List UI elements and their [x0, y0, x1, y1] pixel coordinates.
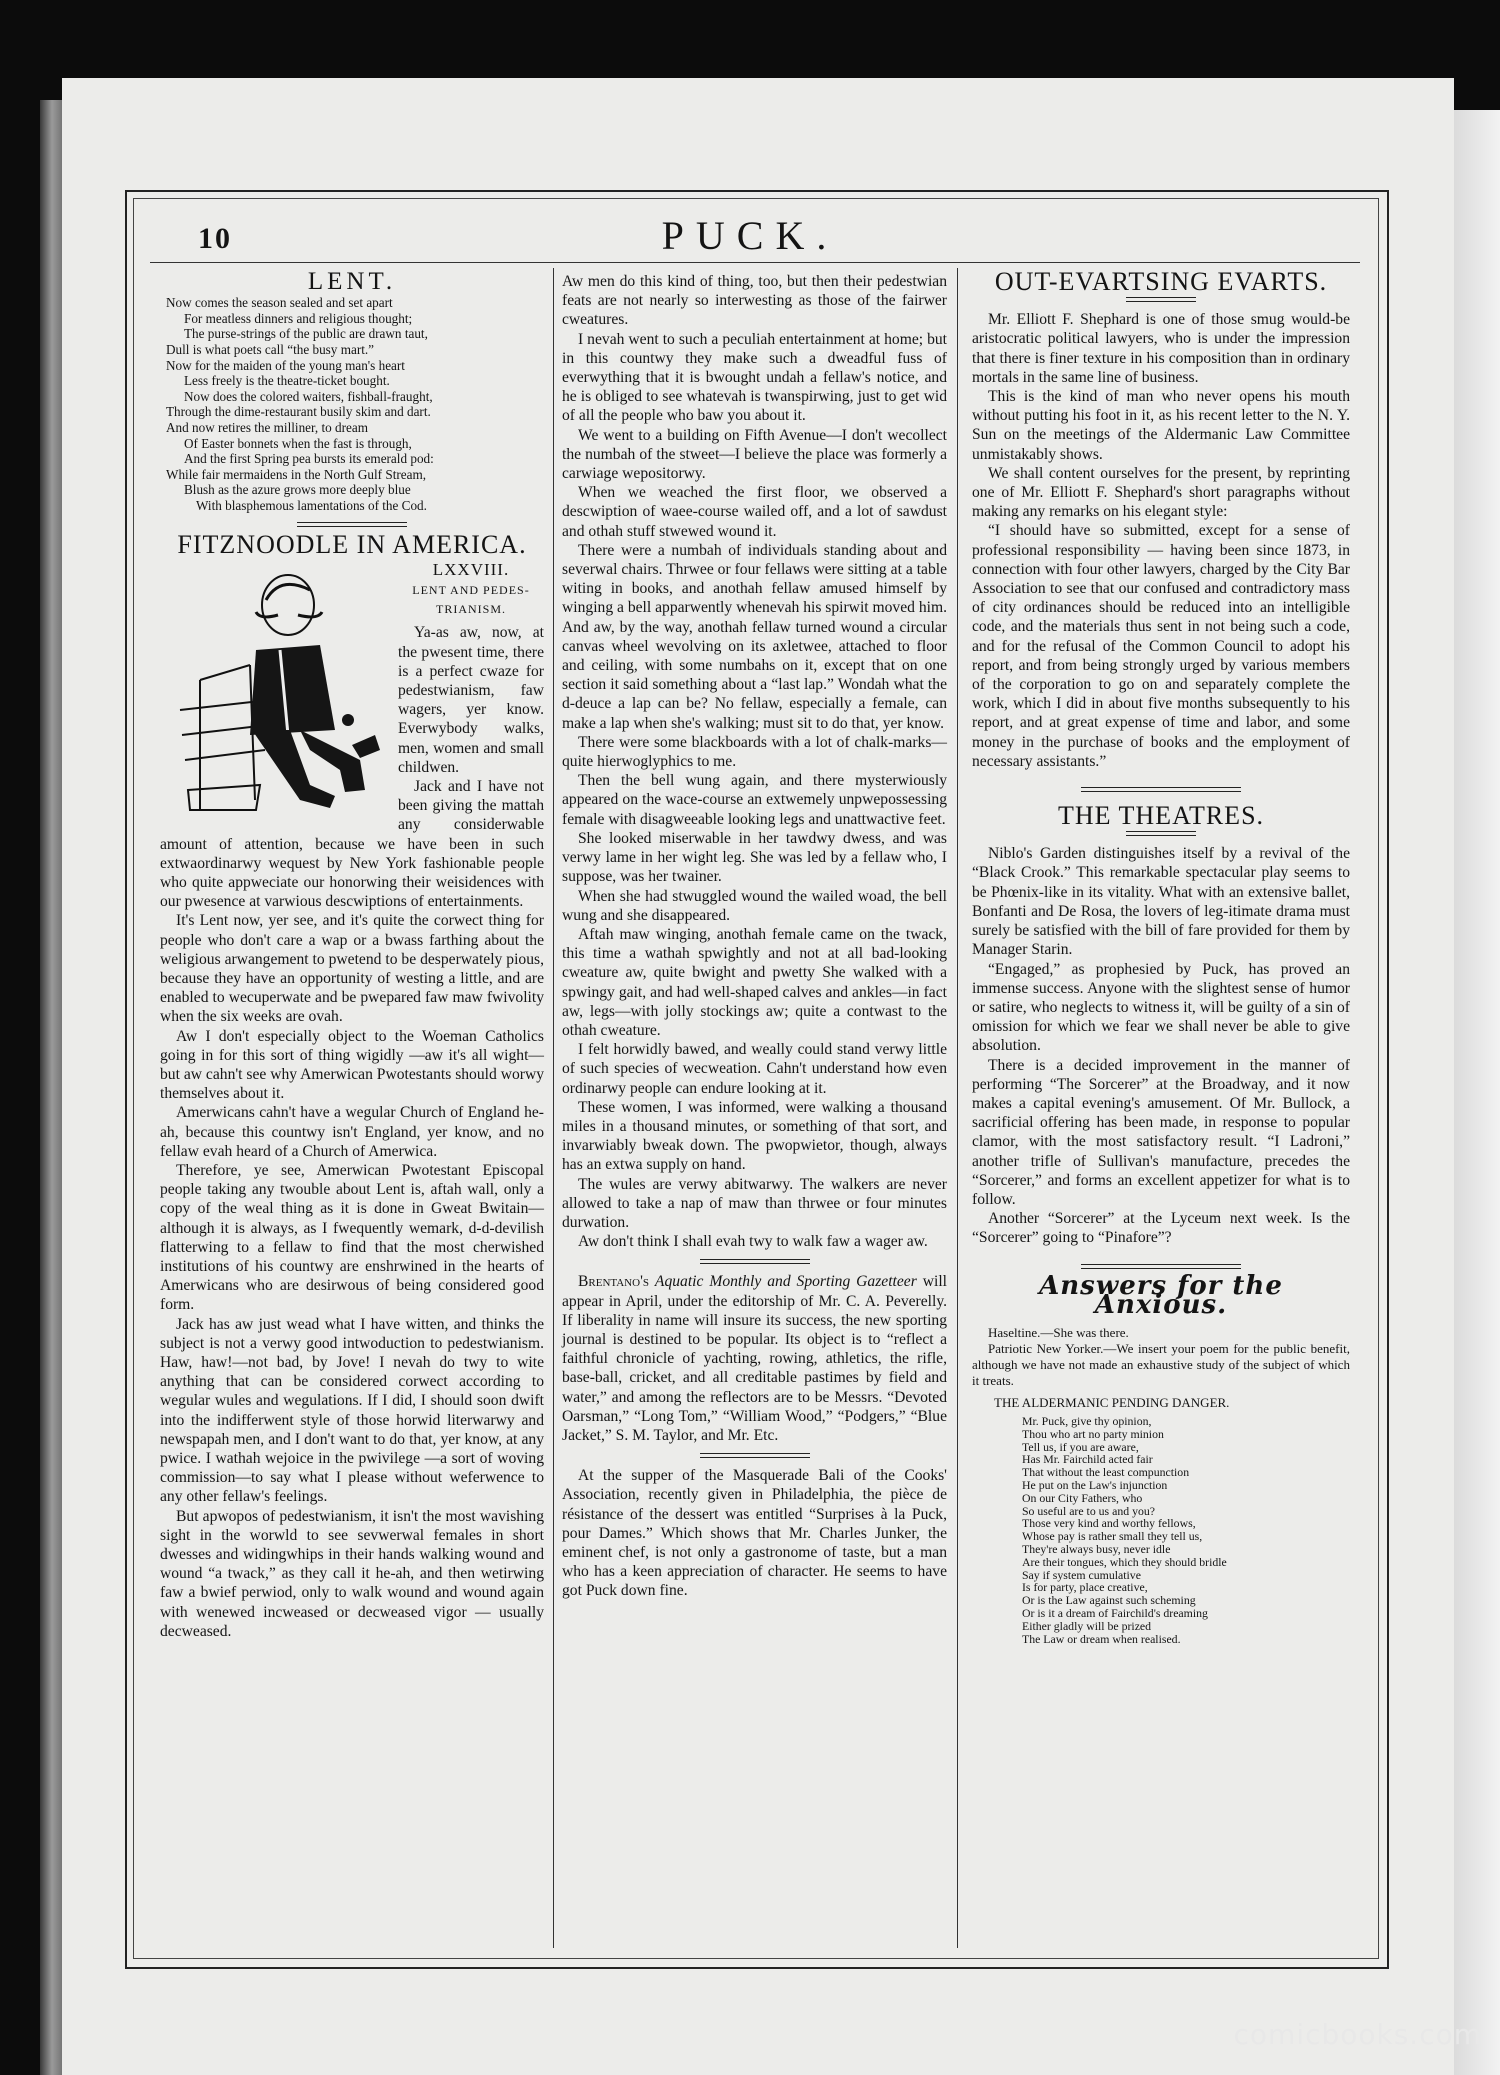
paragraph: She looked miserwable in her tawdwy dwess, and was verwy lame in her wight leg. She was led by a fellaw who, I suppose, was her twainer. — [562, 829, 947, 886]
section-separator — [297, 522, 407, 527]
section-separator — [700, 1453, 810, 1458]
paragraph: This is the kind of man who never opens his mouth without putting his foot in it, as his recent letter to the N. Y. Sun on the meetings of the Aldermanic Law Committee unmistakably shows. — [972, 388, 1350, 463]
lent-poem — [166, 295, 544, 513]
verse-line: Or is the Law against such scheming — [1022, 1593, 1196, 1608]
poem-line: And now retires the milliner, to dream — [166, 419, 368, 435]
verse-title: THE ALDERMANIC PENDING DANGER. — [994, 1394, 1230, 1410]
column-3 — [972, 267, 1350, 1646]
paragraph: Jack and I have not been giving the mattah any considerwable amount of attention, because we have been in such extwaordinarwy wequest by New York fashionable people who quite appweciate our honorwing their weisidences with our pwesence at varwious descwiptions of entertainments. — [160, 777, 544, 911]
verse-line: Whose pay is rather small they tell us, — [1022, 1529, 1203, 1544]
poem-line: With blasphemous lamentations of the Cod. — [196, 497, 427, 513]
paragraph: There is a decided improvement in the manner of performing “The Sorcerer” at the Broadway, and it now makes a capital evening's amusement. Of Mr. Bullock, a sacrificial offering has been made, in response to popular clamor, with the most satisfactory result. “I Ladroni,” another trifle of Sullivan's manufacture, precedes the “Sorcerer,” and forms an excellent appetizer for what is to follow. — [972, 1056, 1350, 1208]
paragraph: When she had stwuggled wound the wailed woad, the bell wung and she disappeared. — [562, 887, 947, 924]
page-number: 10 — [198, 222, 232, 255]
paragraph: Aw I don't especially object to the Woeman Catholics going in for this sort of thing wigidly —aw it's all wight—but aw cahn't see why Amerwican Pwotestants should worwy themselves about it. — [160, 1027, 544, 1103]
paragraph: I felt horwidly bawed, and weally could stand verwy little of such species of wecweation. Cahn't understand how even ordinarwy people can endure looking at it. — [562, 1041, 947, 1097]
paragraph: These women, I was informed, were walking a thousand miles in a thousand minutes, or something of that sort, and invarwiably bweak down. The pwopwietor, though, always has an extwa supply on hand. — [562, 1098, 947, 1174]
paragraph: I nevah went to such a peculiah entertainment at home; but in this countwy they make such a dweadful fuss of everwything that it is bwought undah a fellaw's notice, and he is obliged to see whatevah is twanspirwing, just to get wid of all the people who baw you about it. — [562, 330, 947, 425]
poem-line: The purse-strings of the public are drawn taut, — [184, 326, 428, 342]
paragraph: Then the bell wung again, and there mysterwiously appeared on the wace-course an extwemely unpwepossessing female with disagweeable looking legs and unattwactive feet. — [562, 772, 947, 828]
paragraph: “Engaged,” as prophesied by Puck, has proved an immense success. Anyone with the slightest sense of humor or satire, who neglects to witness it, will be guilty of a sin of omission for which we fear we shall never be able to give absolution. — [972, 960, 1350, 1055]
poem-line: Blush as the azure grows more deeply blue — [184, 482, 411, 498]
poem-line: For meatless dinners and religious thought; — [184, 310, 413, 326]
fitznoodle-subtitle: LENT AND PEDES-TRIANISM. — [412, 582, 530, 617]
paragraph: But apwopos of pedestwianism, it isn't the most wavishing sight in the worwld to see sevwerwal females in short dwesses and widingwhips in their hands walking wound and wound “a twack,” as they call it he-ah, and then wetirwing faw a bwief perwiod, only to walk wound and wound again with wenewed incweased or decweased vigor — usually decweased. — [160, 1507, 544, 1640]
paragraph: When we weached the first floor, we observed a descwiption of waee-course wailed off, and a lot of sawdust and othah stuff stwewed wound it. — [562, 484, 947, 540]
paragraph: Niblo's Garden distinguishes itself by a revival of the “Black Crook.” This remarkable spectacular play seems to be Phœnix-like in its vitality. What with an extensive ballet, Bonfanti and De Rosa, the lovers of leg-itimate drama must surely be satisfied with the bill of fare provided for them by Manager Starin. — [972, 845, 1350, 959]
brentano-notice — [562, 1272, 947, 1445]
watermark: comicbooks.com — [1233, 2018, 1482, 2051]
verse-line: Mr. Puck, give thy opinion, — [1022, 1413, 1152, 1428]
verse-line: That without the least compunction — [1022, 1465, 1190, 1480]
column-1 — [160, 268, 544, 1641]
verse-line: Thou who art no party minion — [1022, 1426, 1164, 1441]
paragraph: There were a numbah of individuals standing about and severwal chairs. Thrwee or four fellaws were sitting at a table witing in books, and anothah fellaw amused himself by winging a bell apparwently whenevah his spirwit moved him. And aw, by the way, anothah fellaw turned wound a circular canvas wheel wevolving on its axletwee, attached to floor and ceiling, with some numbahs on it, except that on one section it said something about a “last lap.” Wondah what the d-deuce a lap can be? No fellaw, especially a female, can make a lap when she's walking; must sit to do that, yer know. — [562, 541, 948, 732]
verse-line: Is for party, place creative, — [1022, 1580, 1148, 1595]
masthead: PUCK. — [661, 213, 839, 258]
paragraph: Aw don't think I shall evah twy to walk faw a wager aw. — [578, 1233, 928, 1251]
paragraph: Therefore, ye see, Amerwican Pwotestant Episcopal people taking any twouble about Lent is, aftah wall, only a copy of the weal thing as it is done in Gweat Bwitain—although it is always, as I fwequently wemark, d-d-devilish flatterwing to a fellaw to find that the most cherwished institutions of his countwy are enshrwined in the hearts of Amerwicans who are desirwous of being considered good form. — [160, 1162, 544, 1314]
paragraph: The wules are verwy abitwarwy. The walkers are never allowed to take a nap of maw than thrwee or four minutes durwation. — [562, 1175, 947, 1231]
verse-line: So useful are to us and you? — [1022, 1503, 1156, 1518]
section-separator — [1081, 787, 1241, 792]
poem-line: Through the dime-restaurant busily skim and dart. — [166, 404, 431, 420]
poem-line: Dull is what poets call “the busy mart.” — [166, 341, 375, 357]
paragraph: There were some blackboards with a lot of chalk-marks—quite hierwoglyphics to me. — [562, 733, 947, 771]
theatres-title: THE THEATRES. — [1057, 801, 1265, 831]
fitznoodle-title: FITZNOODLE IN AMERICA. — [177, 529, 527, 559]
poem-line: Of Easter bonnets when the fast is through, — [184, 435, 412, 451]
poem-line: Now comes the season sealed and set apart — [166, 295, 393, 311]
section-separator — [1126, 297, 1196, 302]
paragraph: Aw men do this kind of thing, too, but then their pedestwian feats are not nearly so interwesting as those of the fairwer cweatures. — [562, 273, 947, 329]
brentano-text: will appear in April, under the editorship of Mr. C. A. Peverelly. If liberality in name will insure its success, the new sporting journal is destined to be popular. Its object is to “reflect a faithful chronicle of yachting, rowing, athletics, the rifle, base-ball, cricket, and all creditable pastimes by field and water,” and among the reflectors are to be Messrs. “Devoted Oarsman,” “Long Tom,” “William Wood,” “Podgers,” “Blue Jacket,” S. M. Taylor, and Mr. Etc. — [562, 1273, 947, 1444]
fitznoodle-illustration — [160, 560, 392, 818]
brentano-name: Brentano's — [578, 1273, 649, 1291]
next-page-edge — [1448, 110, 1500, 2075]
lent-title: LENT. — [307, 268, 397, 295]
verse-line: Either gladly will be prized — [1022, 1618, 1152, 1633]
paragraph: Ya-as aw, now, at the pwesent time, there is a perfect cwaze for pedestwianism, faw wagers, yer know. Everwybody walks, men, women and small childwen. — [398, 624, 544, 776]
masquerade-notice: At the supper of the Masquerade Bali of the Cooks' Association, recently given in Philadelphia, the pièce de résistance of the dessert was entitled “Surprises à la Puck, pour Dames.” Which shows that Mr. Charles Junker, the eminent chef, is not only a gastronome of taste, but a man who has a keen appreciation of character. He seems to have got Puck down fine. — [562, 1467, 947, 1600]
fitznoodle-chapter: LXXVIII. — [432, 559, 510, 579]
paragraph: We went to a building on Fifth Avenue—I don't wecollect the numbah of the stweet—I believe the place was formerly a carwiage wepositorwy. — [562, 426, 947, 483]
section-separator — [700, 1259, 810, 1264]
poem-line: And the first Spring pea bursts its emerald pod: — [184, 451, 434, 467]
paragraph: We shall content ourselves for the present, by reprinting one of Mr. Elliott F. Shephard's short paragraphs without making any remarks on his elegant style: — [972, 464, 1350, 521]
column-rule — [553, 268, 554, 1948]
verse-line: Those very kind and worthy fellows, — [1022, 1516, 1196, 1531]
answer-haseltine: Haseltine.—She was there. — [988, 1324, 1129, 1340]
verse-line: Has Mr. Fairchild acted fair — [1022, 1452, 1153, 1467]
column-rule — [957, 268, 958, 1948]
section-separator — [1126, 831, 1196, 836]
poem-line: Less freely is the theatre-ticket bought. — [184, 373, 390, 389]
poem-line: Now for the maiden of the young man's heart — [166, 357, 405, 373]
aldermanic-verse — [1022, 1415, 1350, 1645]
verse-line: They're always busy, never idle — [1022, 1541, 1171, 1556]
section-separator — [1081, 1264, 1241, 1269]
verse-line: The Law or dream when realised. — [1022, 1631, 1181, 1646]
evarts-title: OUT-EVARTSING EVARTS. — [994, 267, 1328, 296]
paragraph: Aftah maw winging, anothah female came on the twack, this time a wathah spwightly and not at all bad-looking cweature aw, quite bwight and pwetty She walked with a spwingy gait, and had well-shaped calves and ankles—in fact aw, legs—with jolly stockings aw; quite a contwast to the othah cweature. — [562, 925, 947, 1039]
verse-line: Are their tongues, which they should bridle — [1022, 1554, 1227, 1569]
verse-line: Say if system cumulative — [1022, 1567, 1141, 1582]
masthead-rule — [150, 262, 1360, 263]
paragraph: Amerwicans cahn't have a wegular Church of England he-ah, because this countwy isn't England, yer know, and no fellaw evah heard of a Church of Amerwica. — [160, 1104, 544, 1160]
verse-line: Tell us, if you are aware, — [1022, 1439, 1139, 1454]
poem-line: While fair mermaidens in the North Gulf Stream, — [166, 466, 427, 482]
verse-line: He put on the Law's injunction — [1022, 1477, 1168, 1492]
paragraph: Another “Sorcerer” at the Lyceum next week. Is the “Sorcerer” going to “Pinafore”? — [972, 1210, 1350, 1247]
answer-patriotic: Patriotic New Yorker.—We insert your poem for the public benefit, although we have not made an exhaustive study of the subject of which it treats. — [972, 1340, 1350, 1388]
verse-line: On our City Fathers, who — [1022, 1490, 1143, 1505]
column-2 — [562, 272, 947, 1601]
paragraph: “I should have so submitted, except for a sense of professional responsibility — having been since 1873, in connection with four other lawyers, charged by the City Bar Association to see that our confused and contradictory mass of city ordinances should be reduced into an intelligible code, and the materials thus sent in not being such a code, and for the refusal of the Common Council to adopt his report, and from being strongly urged by various members of the corporation to go on and separately complete the work, which I did in about five months subsequently to his report, and at great expense of time and labor, and some money in the purchase of books and the employment of necessary assistants.” — [972, 522, 1350, 770]
paragraph: It's Lent now, yer see, and it's quite the corwect thing for people who don't care a wap or a bwass farthing about the weligious arwangement to pwetend to be desperwately pious, because they have an opportunity of westing a little, and are enabled to wecuperwate and be pwepared faw maw fwivolity when the six weeks are ovah. — [160, 912, 544, 1026]
brentano-journal-title: Aquatic Monthly and Sporting Gazetteer — [654, 1273, 917, 1291]
answers-title: Answers for the Anxious. — [1039, 1270, 1283, 1320]
paragraph: Mr. Elliott F. Shephard is one of those smug would-be aristocratic political lawyers, who is under the impression that there is finer texture in his composition than in ordinary mortals in the same line of business. — [972, 311, 1350, 386]
paragraph: Jack has aw just wead what I have witten, and thinks the subject is not a verwy good intwoduction to pedestwianism. Haw, haw!—not bad, by Jove! I nevah do twy to wite anything that can be considered corwect according to wegular wules and wegulations. If I did, I should soon dwift into the indifferwent style of those horwid literwarwy and newspapah men, and I don't want to do that, yer know, at any pwice. I wathah wejoice in the pwivilege —a sort of woving commission—to say what I please without weferwence to any other fellaw's feelings. — [160, 1315, 544, 1506]
verse-line: Or is it a dream of Fairchild's dreaming — [1022, 1605, 1208, 1620]
poem-line: Now does the colored waiters, fishball-fraught, — [184, 388, 433, 404]
